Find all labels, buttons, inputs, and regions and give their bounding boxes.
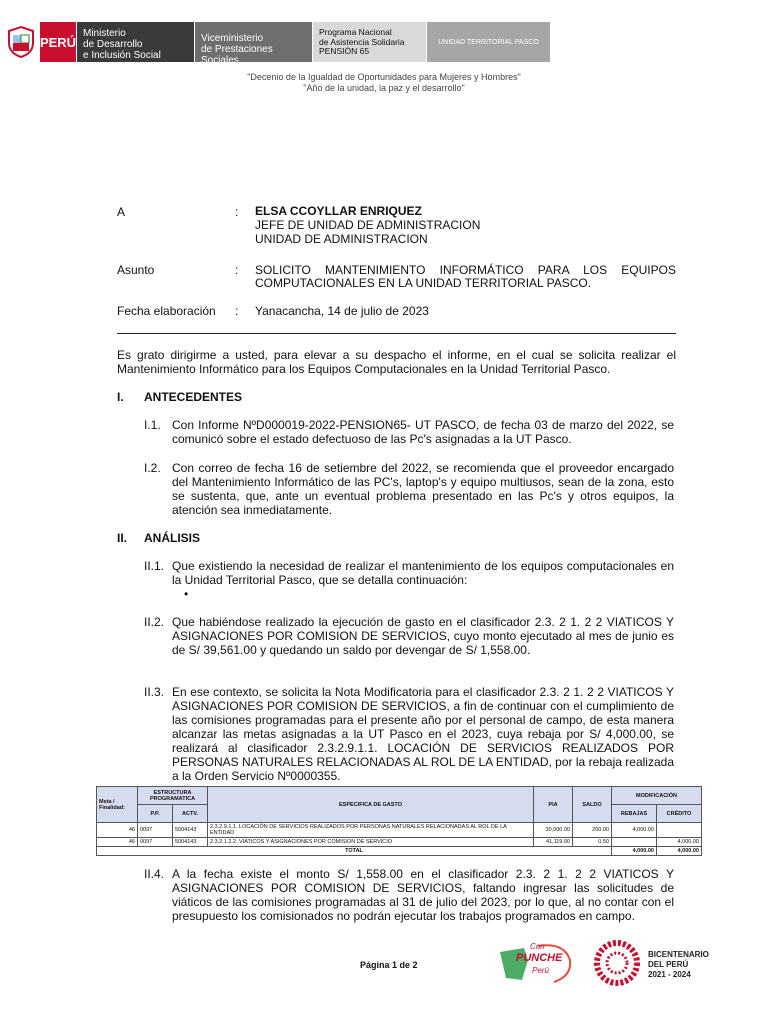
header-pp: P.P. [138, 805, 173, 823]
cell-actv: 5004143 [173, 838, 208, 847]
ministry-line-3: e Inclusión Social [83, 50, 161, 61]
bullet: • [184, 587, 189, 601]
cell-rebajas [612, 838, 657, 847]
cell-credito [657, 823, 702, 838]
coat-of-arms-icon [6, 25, 36, 59]
subject-line-2: COMPUTACIONALES EN LA UNIDAD TERRITORIAL PASCO. [255, 276, 592, 290]
header-credito: CRÉDITO [657, 805, 702, 823]
table-row [97, 838, 702, 847]
program-box [312, 22, 426, 62]
header-meta: Meta / Finalidad: [97, 787, 138, 823]
punche-line-3: Perú [532, 966, 549, 975]
subject-colon: : [235, 263, 239, 277]
decenio-text [0, 72, 768, 94]
cell-pia: 30,000.00 [534, 823, 573, 838]
section-1-number: I. [117, 390, 124, 404]
ministry-box [76, 22, 194, 62]
header-especifica: ESPECIFICA DE GASTO [208, 787, 534, 823]
divider [117, 333, 676, 334]
vice-line-2: de Prestaciones Sociales [201, 44, 273, 66]
cell-rebajas: 4,000.00 [612, 823, 657, 838]
total-row [97, 847, 702, 856]
ministry-line-1: Ministerio [83, 28, 126, 39]
cell-especifica: 2.3.2.1.2.2. VIATICOS Y ASIGNACIONES POR COMISION DE SERVICIO [208, 838, 534, 847]
item-ii1-number: II.1. [144, 559, 165, 573]
decenio-line-2: "Año de la unidad, la paz y el desarrollo" [303, 83, 465, 93]
item-ii2-number: II.2. [144, 615, 165, 629]
cell-pp: 0097 [138, 838, 173, 847]
ministry-line-2: de Desarrollo [83, 39, 143, 50]
item-i1-text: Con Informe NºD000019-2022-PENSION65- UT PASCO, de fecha 03 de marzo del 2022, se comunicó sobre el estado defectuoso de las Pc's asignadas a la UT Pasco. [172, 418, 674, 446]
item-ii4-text: A la fecha existe el monto S/ 1,558.00 en el clasificador 2.3. 2 1. 2 2 VIATICOS Y ASIGNACIONES POR COMISION DE SERVICIOS, faltando ingresar las solicitudes de viáticos de las comisiones programadas al 31 de julio del 2023, por lo que, al no contar con el presupuesto los comisionados no podrán ejecutar los trabajos programados en campo. [172, 867, 674, 923]
header-actv: ACTV. [173, 805, 208, 823]
cell-actv: 5004143 [173, 823, 208, 838]
cell-pp: 0097 [138, 823, 173, 838]
section-2-number: II. [117, 531, 128, 545]
institution-header [6, 22, 550, 66]
con-punche-peru-logo [494, 940, 574, 986]
to-unit: UNIDAD DE ADMINISTRACION [255, 232, 428, 246]
to-role: JEFE DE UNIDAD DE ADMINISTRACION [255, 218, 481, 232]
subject-label: Asunto [117, 263, 155, 277]
program-line-1: Programa Nacional [319, 27, 392, 37]
cell-meta: 46 [97, 823, 138, 838]
bicentenario-emblem-icon [592, 938, 642, 988]
item-ii4-number: II.4. [144, 867, 165, 881]
bicentenario-text [648, 950, 709, 980]
vice-ministry-box [194, 22, 312, 66]
header-estructura: ESTRUCTURA PROGRAMATICA [138, 787, 208, 805]
total-rebajas: 4,000.00 [612, 847, 657, 856]
item-i2-number: I.2. [144, 461, 161, 475]
to-colon: : [235, 205, 239, 219]
cell-credito: 4,000.00 [657, 838, 702, 847]
date-label: Fecha elaboración [117, 304, 216, 318]
bicentenario-line-1: BICENTENARIO [648, 950, 709, 959]
item-ii2-text: Que habiéndose realizado la ejecución de gasto en el clasificador 2.3. 2 1. 2 2 VIATICOS Y ASIGNACIONES POR COMISION DE SERVICIOS, cuyo monto ejecutado al mes de junio es de S/ 39,561.00 y quedando un saldo por devengar de S/ 1,558.00. [172, 615, 674, 657]
bicentenario-line-3: 2021 - 2024 [648, 970, 691, 979]
to-label: A [117, 205, 126, 219]
header-saldo: SALDO [573, 787, 612, 823]
header-pia: PIA [534, 787, 573, 823]
section-2-title: ANÁLISIS [144, 531, 201, 545]
page-number: Página 1 de 2 [360, 960, 418, 970]
peru-logo: PERÚ [40, 22, 76, 62]
item-ii3-text: En ese contexto, se solicita la Nota Modificatoria para el clasificador 2.3. 2 1. 2 2 VIATICOS Y ASIGNACIONES POR COMISION DE SERVICIOS, a fin de continuar con el cumplimiento de las comisiones programadas para el presente año por el personal de campo, de esta manera alcanzar las metas asignadas a la UT Pasco en el 2023, cuya rebaja por S/ 4,000.00, se realizará al clasificador 2.3.2.9.1.1. LOCACIÓN DE SERVICIOS REALIZADOS POR PERSONAS NATURALES RELACIONADAS AL ROL DE LA ENTIDAD, por la rebaja realizada a la Orden Servicio Nº0000355. [172, 685, 674, 783]
table-row [97, 823, 702, 838]
cell-saldo: 200.00 [573, 823, 612, 838]
subject-line-1: SOLICITO MANTENIMIENTO INFORMÁTICO PARA LOS EQUIPOS [255, 263, 676, 277]
item-i1-number: I.1. [144, 418, 161, 432]
punche-line-2: PUNCHE [516, 952, 563, 964]
to-name: ELSA CCOYLLAR ENRIQUEZ [255, 204, 422, 218]
item-i2-text: Con correo de fecha 16 de setiembre del 2022, se recomienda que el proveedor encargado del Mantenimiento Informático de las PC's, laptop's y equipo multiusos, sean de la zona, esto se sustenta, que, ante un eventual problema presentado en las Pc's y otros equipos, la atención sea inmediatamente. [172, 461, 674, 517]
punche-line-1: Con [530, 942, 545, 951]
cell-especifica: 2.3.2.9.1.1. LOCACIÓN DE SERVICIOS REALIZADOS POR PERSONAS NATURALES RELACIONADAS AL ROL DE LA ENTIDAD [208, 823, 534, 838]
item-ii1-text: Que existiendo la necesidad de realizar el mantenimiento de los equipos computacionales en la Unidad Territorial Pasco, que se detalla continuación: [172, 559, 674, 587]
date-value: Yanacancha, 14 de julio de 2023 [255, 304, 429, 318]
intro-paragraph: Es grato dirigirme a usted, para elevar a su despacho el informe, en el cual se solicita realizar el Mantenimiento Informático para los Equipos Computacionales en la Unidad Territorial Pasco. [117, 348, 676, 376]
section-1-title: ANTECEDENTES [144, 390, 243, 404]
total-label: TOTAL [97, 847, 612, 856]
cell-pia: 41,119.00 [534, 838, 573, 847]
vice-line-1: Viceministerio [201, 33, 264, 44]
cell-saldo: 0.50 [573, 838, 612, 847]
header-rebajas: REBAJAS [612, 805, 657, 823]
decenio-line-1: "Decenio de la Igualdad de Oportunidades para Mujeres y Hombres" [247, 72, 521, 82]
bicentenario-line-2: DEL PERÚ [648, 960, 689, 969]
program-line-2: de Asistencia Solidaria [319, 36, 405, 47]
budget-table [96, 786, 702, 856]
item-ii3-number: II.3. [144, 685, 165, 699]
cell-meta: 46 [97, 838, 138, 847]
unit-box: UNIDAD TERRITORIAL PASCO [426, 22, 550, 62]
program-line-3: PENSIÓN 65 [319, 46, 370, 56]
header-modificacion: MODIFICACIÓN [612, 787, 702, 805]
date-colon: : [235, 304, 239, 318]
total-credito: 4,000.00 [657, 847, 702, 856]
